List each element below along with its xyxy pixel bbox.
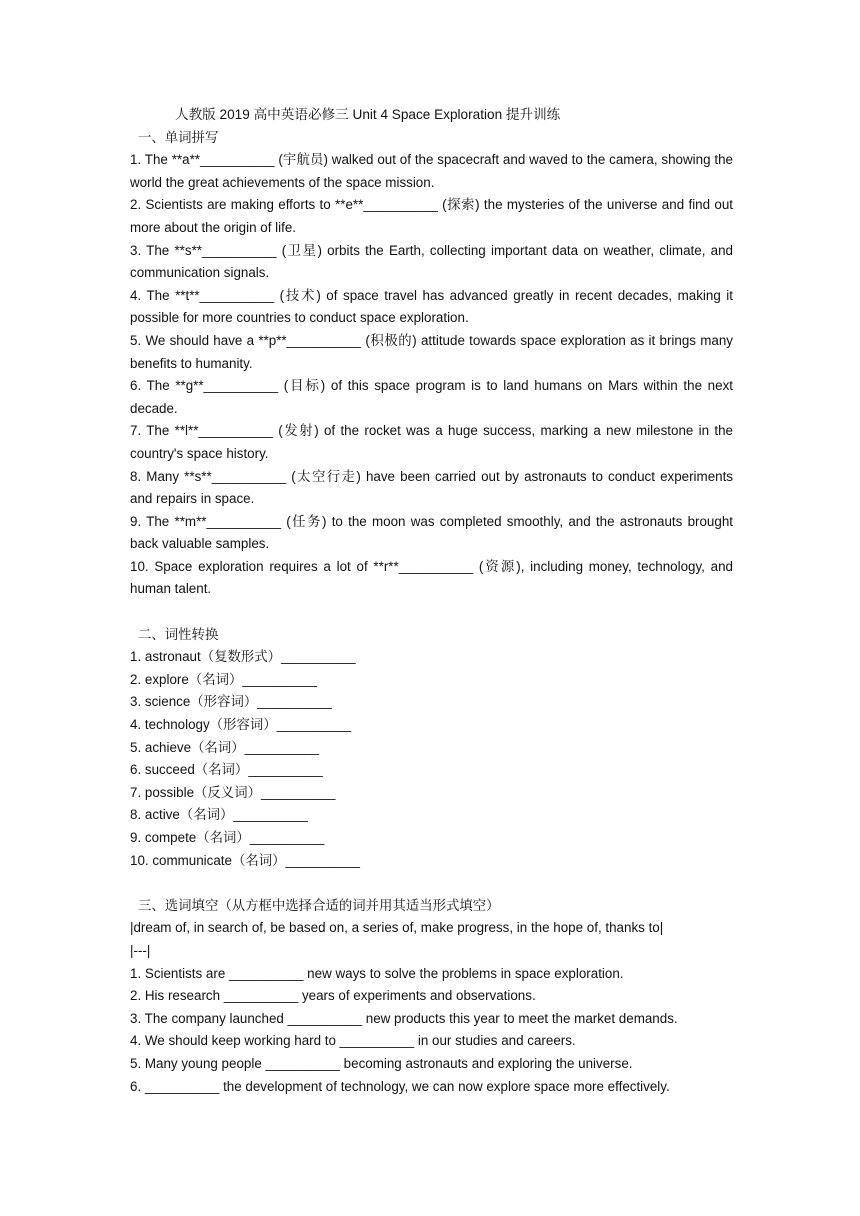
section1-heading: 一、单词拼写 [138, 129, 219, 145]
s2-item-10: 10. communicate（名词）__________ [130, 852, 361, 868]
s1-item-2: 2. Scientists are making efforts to **e**__________ (探索) the mysteries of the universe and find out more about the origin of life. [130, 197, 733, 235]
s2-item-6: 6. succeed（名词）__________ [130, 762, 323, 778]
s2-item-5: 5. achieve（名词）__________ [130, 739, 320, 755]
s2-item-3: 3. science（形容词）__________ [130, 694, 332, 710]
section3-heading: 三、选词填空（从方框中选择合适的词并用其适当形式填空） [138, 897, 500, 913]
s1-item-10: 10. Space exploration requires a lot of **r**__________ (资源), including money, technology, and human talent. [130, 558, 733, 597]
s2-item-2: 2. explore（名词）__________ [130, 671, 317, 687]
s3-item-3: 3. The company launched __________ new products this year to meet the market demands. [130, 1010, 678, 1026]
word-box-row: |dream of, in search of, be based on, a series of, make progress, in the hope of, thanks to| [130, 920, 664, 936]
s3-item-1: 1. Scientists are __________ new ways to solve the problems in space exploration. [130, 965, 624, 981]
s1-item-5: 5. We should have a **p**__________ (积极的) attitude towards space exploration as it brings many benefits to humanity. [130, 332, 733, 371]
s2-item-8: 8. active（名词）__________ [130, 807, 308, 823]
s2-item-7: 7. possible（反义词）__________ [130, 784, 336, 800]
s1-item-9: 9. The **m**__________ (任务) to the moon was completed smoothly, and the astronauts brought back valuable samples. [130, 513, 733, 552]
s1-item-3: 3. The **s**__________ (卫星) orbits the Earth, collecting important data on weather, climate, and communication signals. [130, 242, 733, 281]
s3-item-5: 5. Many young people __________ becoming astronauts and exploring the universe. [130, 1055, 633, 1071]
s1-item-4: 4. The **t**__________ (技术) of space travel has advanced greatly in recent decades, making it possible for more countries to conduct space exploration. [130, 287, 733, 326]
s1-item-6: 6. The **g**__________ (目标) of this space program is to land humans on Mars within the next decade. [130, 378, 733, 416]
s2-item-4: 4. technology（形容词）__________ [130, 717, 352, 733]
s1-item-7: 7. The **l**__________ (发射) of the rocket was a huge success, marking a new milestone in the country's space history. [130, 423, 733, 461]
word-box-separator: |---| [130, 942, 151, 958]
document-body [130, 104, 733, 1098]
s1-item-1: 1. The **a**__________ (宇航员) walked out of the spacecraft and waved to the camera, showing the world the great achievements of the space mission. [130, 152, 733, 190]
s3-item-6: 6. __________ the development of technology, we can now explore space more effectively. [130, 1078, 670, 1094]
s2-item-9: 9. compete（名词）__________ [130, 830, 325, 845]
s3-item-2: 2. His research __________ years of experiments and observations. [130, 988, 536, 1004]
spacer [130, 872, 733, 895]
s1-item-8: 8. Many **s**__________ (太空行走) have been carried out by astronauts to conduct experiments and repairs in space. [130, 468, 733, 507]
spacer [130, 601, 733, 624]
s2-item-1: 1. astronaut（复数形式）__________ [130, 649, 356, 665]
document-title: 人教版 2019 高中英语必修三 Unit 4 Space Exploration 提升训练 [175, 107, 561, 122]
section2-heading: 二、词性转换 [138, 626, 219, 642]
s3-item-4: 4. We should keep working hard to __________ in our studies and careers. [130, 1033, 576, 1049]
